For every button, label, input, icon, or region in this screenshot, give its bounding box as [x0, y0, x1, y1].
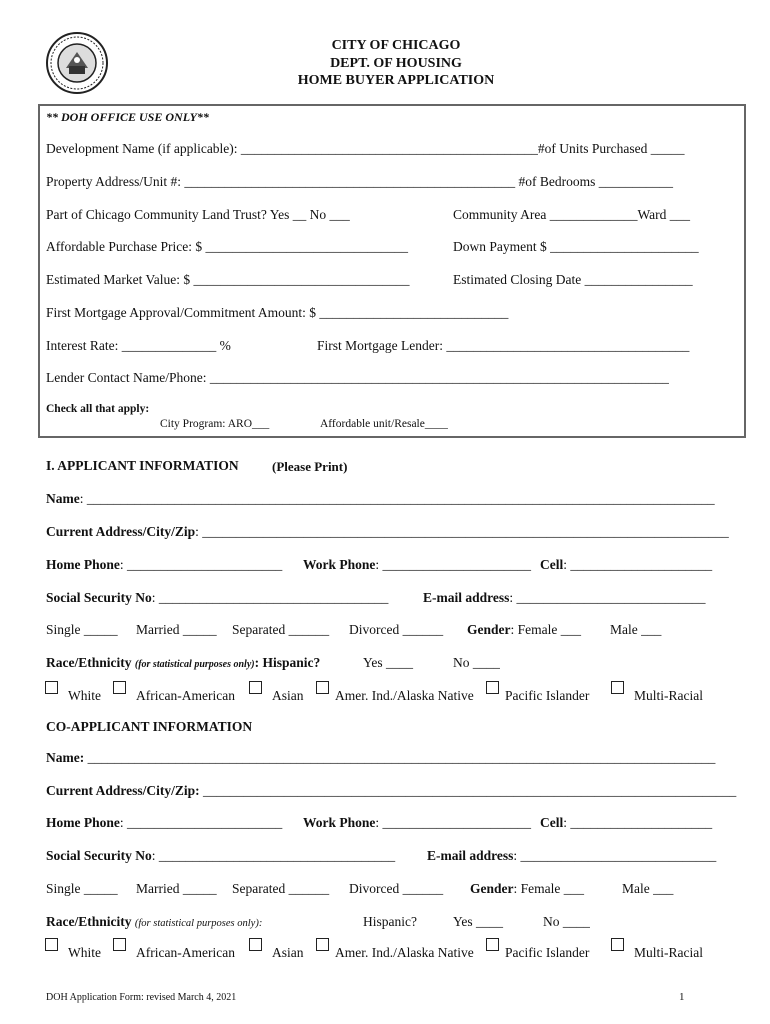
footer-revision: DOH Application Form: revised March 4, 2021 [46, 992, 237, 1003]
affordable-unit-resale[interactable]: Affordable unit/Resale____ [320, 418, 448, 430]
office-use-title: ** DOH OFFICE USE ONLY** [46, 110, 209, 124]
down-payment-field[interactable]: Down Payment $ ______________________ [453, 239, 699, 254]
coapplicant-single-option[interactable]: Single _____ [46, 881, 118, 896]
applicant-gender-male-option[interactable]: Male ___ [610, 622, 662, 637]
applicant-separated-option[interactable]: Separated ______ [232, 622, 330, 637]
coapplicant-cell-field[interactable]: Cell: _____________________ [540, 815, 713, 830]
applicant-pacific-islander-label: Pacific Islander [505, 688, 590, 703]
applicant-address-field[interactable]: Current Address/City/Zip: ______________________________________________________________________________ [46, 524, 729, 539]
please-print-note: (Please Print) [272, 459, 348, 474]
applicant-pacific-islander-checkbox[interactable] [486, 681, 499, 694]
applicant-asian-label: Asian [272, 688, 304, 703]
coapplicant-multi-racial-label: Multi-Racial [634, 945, 703, 960]
applicant-multi-racial-label: Multi-Racial [634, 688, 703, 703]
applicant-hispanic-no[interactable]: No ____ [453, 655, 500, 670]
coapplicant-amer-ind-label: Amer. Ind./Alaska Native [335, 945, 474, 960]
applicant-asian-checkbox[interactable] [249, 681, 262, 694]
applicant-white-checkbox[interactable] [45, 681, 58, 694]
city-seal-icon [46, 32, 108, 94]
applicant-amer-ind-checkbox[interactable] [316, 681, 329, 694]
coapplicant-race-label: Race/Ethnicity (for statistical purposes only): [46, 914, 263, 929]
market-value-field[interactable]: Estimated Market Value: $ ________________________________ [46, 272, 410, 287]
applicant-white-label: White [68, 688, 101, 703]
coapplicant-name-field[interactable]: Name: _____________________________________________________________________________________________ [46, 750, 716, 765]
land-trust-field[interactable]: Part of Chicago Community Land Trust? Yes __ No ___ [46, 207, 350, 222]
header-form-title: HOME BUYER APPLICATION [297, 73, 495, 88]
applicant-email-field[interactable]: E-mail address: ____________________________ [423, 590, 706, 605]
coapplicant-married-option[interactable]: Married _____ [136, 881, 217, 896]
check-all-label: Check all that apply: [46, 403, 150, 415]
coapplicant-white-checkbox[interactable] [45, 938, 58, 951]
coapplicant-asian-label: Asian [272, 945, 304, 960]
lender-contact-field[interactable]: Lender Contact Name/Phone: ____________________________________________________________________ [46, 370, 669, 385]
applicant-single-option[interactable]: Single _____ [46, 622, 118, 637]
closing-date-field[interactable]: Estimated Closing Date ________________ [453, 272, 693, 287]
coapplicant-hispanic-yes[interactable]: Yes ____ [453, 914, 504, 929]
coapplicant-home-phone-field[interactable]: Home Phone: _______________________ [46, 815, 283, 830]
applicant-african-american-label: African-American [136, 688, 235, 703]
applicant-home-phone-field[interactable]: Home Phone: _______________________ [46, 557, 283, 572]
coapplicant-section-title: CO-APPLICANT INFORMATION [46, 719, 253, 734]
coapplicant-hispanic-label: Hispanic? [363, 914, 417, 929]
coapplicant-separated-option[interactable]: Separated ______ [232, 881, 330, 896]
applicant-gender-female-option[interactable]: Gender: Female ___ [467, 622, 581, 637]
coapplicant-divorced-option[interactable]: Divorced ______ [349, 881, 444, 896]
coapplicant-asian-checkbox[interactable] [249, 938, 262, 951]
coapplicant-email-field[interactable]: E-mail address: _____________________________ [427, 848, 717, 863]
applicant-african-american-checkbox[interactable] [113, 681, 126, 694]
applicant-amer-ind-label: Amer. Ind./Alaska Native [335, 688, 474, 703]
affordable-price-field[interactable]: Affordable Purchase Price: $ ______________________________ [46, 239, 408, 254]
coapplicant-address-field[interactable]: Current Address/City/Zip: _______________________________________________________________________________ [46, 783, 737, 798]
applicant-cell-field[interactable]: Cell: _____________________ [540, 557, 713, 572]
applicant-work-phone-field[interactable]: Work Phone: ______________________ [303, 557, 532, 572]
applicant-divorced-option[interactable]: Divorced ______ [349, 622, 444, 637]
coapplicant-work-phone-field[interactable]: Work Phone: ______________________ [303, 815, 532, 830]
coapplicant-pacific-islander-label: Pacific Islander [505, 945, 590, 960]
applicant-name-field[interactable]: Name: _____________________________________________________________________________________________ [46, 491, 715, 506]
coapplicant-african-american-checkbox[interactable] [113, 938, 126, 951]
development-name-field[interactable]: Development Name (if applicable): ____________________________________________#of Units Purchased _____ [46, 141, 685, 156]
coapplicant-african-american-label: African-American [136, 945, 235, 960]
coapplicant-pacific-islander-checkbox[interactable] [486, 938, 499, 951]
applicant-ssn-field[interactable]: Social Security No: __________________________________ [46, 590, 389, 605]
property-address-field[interactable]: Property Address/Unit #: _________________________________________________ #of Bedrooms ___________ [46, 174, 673, 189]
applicant-section-title: I. APPLICANT INFORMATION [46, 458, 239, 473]
applicant-hispanic-yes[interactable]: Yes ____ [363, 655, 414, 670]
page-number: 1 [679, 991, 685, 1003]
city-program-aro[interactable]: City Program: ARO___ [160, 418, 270, 430]
header-dept: DEPT. OF HOUSING [330, 56, 462, 71]
applicant-race-label: Race/Ethnicity (for statistical purposes only): Hispanic? [46, 655, 321, 670]
coapplicant-ssn-field[interactable]: Social Security No: ___________________________________ [46, 848, 396, 863]
mortgage-amount-field[interactable]: First Mortgage Approval/Commitment Amount: $ ____________________________ [46, 305, 509, 320]
coapplicant-multi-racial-checkbox[interactable] [611, 938, 624, 951]
interest-rate-field[interactable]: Interest Rate: ______________ % [46, 338, 231, 353]
coapplicant-white-label: White [68, 945, 101, 960]
coapplicant-gender-female-option[interactable]: Gender: Female ___ [470, 881, 584, 896]
header-city: CITY OF CHICAGO [331, 38, 461, 53]
applicant-married-option[interactable]: Married _____ [136, 622, 217, 637]
coapplicant-amer-ind-checkbox[interactable] [316, 938, 329, 951]
coapplicant-gender-male-option[interactable]: Male ___ [622, 881, 674, 896]
lender-field[interactable]: First Mortgage Lender: ____________________________________ [317, 338, 690, 353]
coapplicant-hispanic-no[interactable]: No ____ [543, 914, 590, 929]
community-area-field[interactable]: Community Area _____________Ward ___ [453, 207, 691, 222]
applicant-multi-racial-checkbox[interactable] [611, 681, 624, 694]
